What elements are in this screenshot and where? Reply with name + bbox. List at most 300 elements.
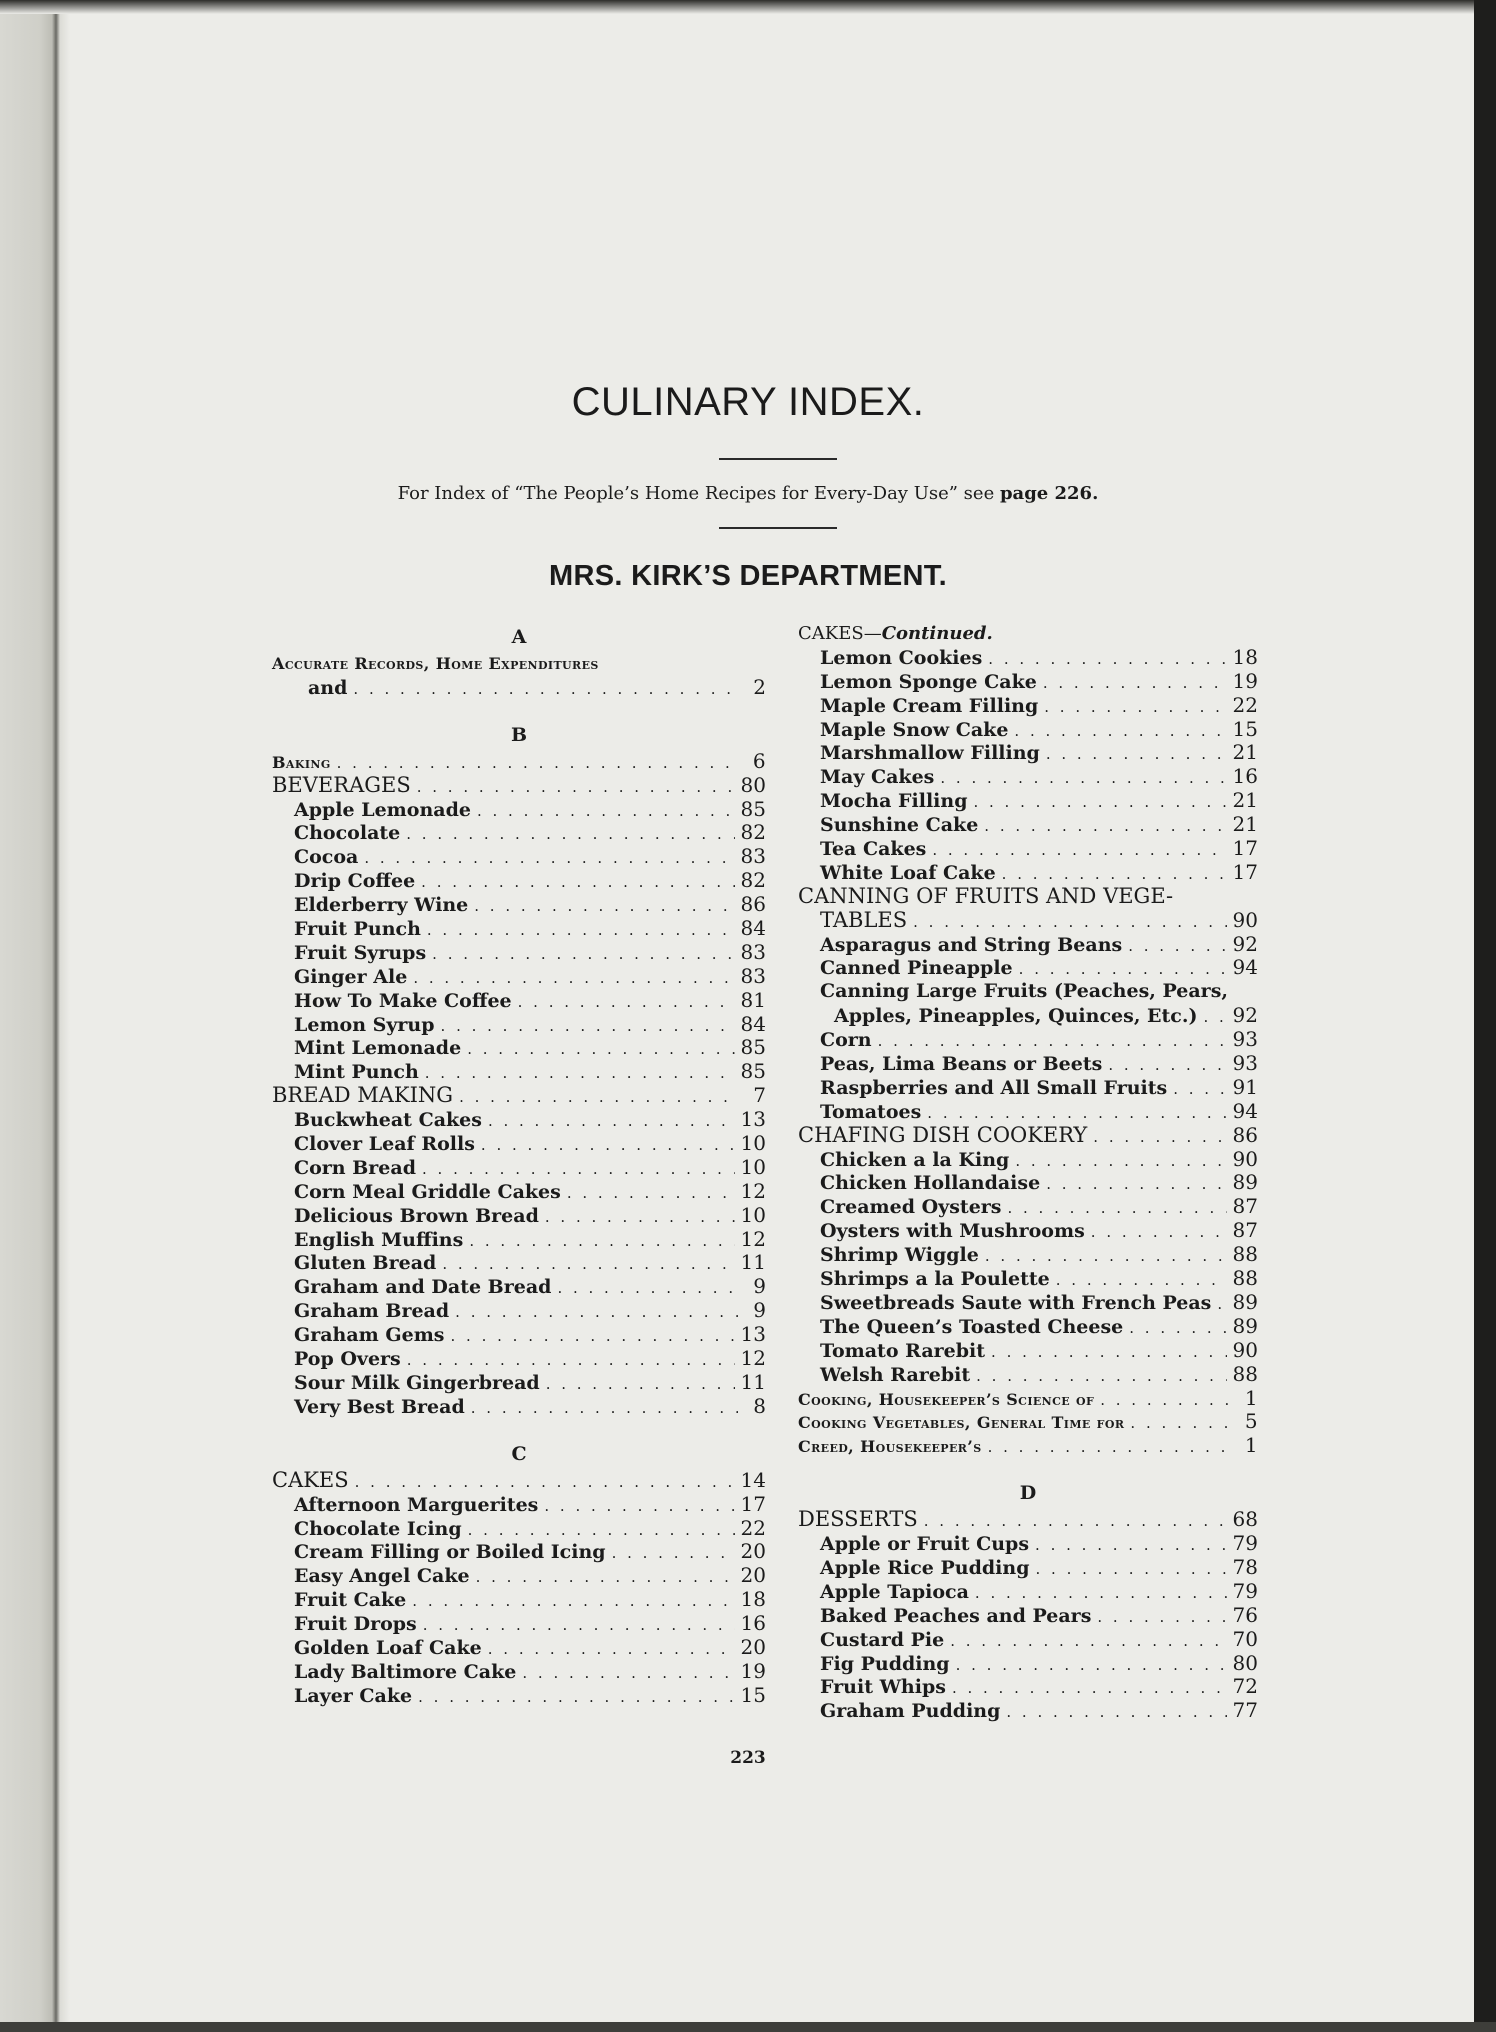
leader-dots	[427, 919, 735, 943]
leader-dots	[1130, 1412, 1230, 1436]
entry-label-text: Apple Tapioca	[820, 1580, 969, 1603]
entry-page-number: 72	[1232, 1674, 1258, 1699]
leader-dots	[546, 1373, 735, 1397]
entry-label-text: Apple Lemonade	[294, 798, 471, 821]
entry-label	[294, 1396, 465, 1420]
index-entry	[798, 1315, 1258, 1339]
entry-label	[820, 1316, 1123, 1340]
index-entry	[798, 1267, 1258, 1291]
entry-label	[820, 1581, 969, 1605]
index-entry	[798, 1434, 1258, 1458]
index-entry	[798, 1628, 1258, 1652]
entry-label	[820, 1244, 979, 1268]
leader-dots	[467, 1038, 734, 1062]
leader-dots	[1100, 1389, 1230, 1413]
entry-label-text: Corn	[820, 1029, 872, 1052]
entry-label	[294, 799, 471, 823]
entry-label	[798, 1508, 918, 1532]
entry-page-number: 18	[740, 1587, 766, 1612]
index-entry	[272, 893, 766, 917]
entry-label-text: Sweetbreads Saute with French Peas	[820, 1291, 1212, 1314]
entry-label-text: Apple or Fruit Cups	[820, 1533, 1030, 1556]
entry-label-text: Drip Coffee	[294, 870, 416, 893]
leader-dots	[518, 991, 735, 1015]
leader-dots	[422, 1158, 735, 1182]
leader-dots	[488, 1110, 735, 1134]
entry-page-number: 85	[740, 1059, 766, 1084]
entry-label-text: Accurate Records, Home Expenditures	[272, 654, 599, 673]
book-gutter	[0, 0, 70, 2032]
leader-dots	[956, 1654, 1227, 1678]
leader-dots	[488, 1638, 735, 1662]
index-entry	[272, 1036, 766, 1060]
entry-label	[798, 1388, 1094, 1412]
entry-label	[798, 1411, 1124, 1435]
leader-dots	[1097, 1606, 1226, 1630]
entry-label-text: Graham Bread	[294, 1300, 450, 1323]
entry-label-text: BEVERAGES	[272, 772, 411, 797]
leader-dots	[421, 871, 734, 895]
entry-label-text: Mint Lemonade	[294, 1037, 462, 1060]
leader-dots	[1007, 1197, 1226, 1221]
entry-label	[294, 1613, 417, 1637]
index-entry	[272, 917, 766, 941]
entry-page-number: 76	[1232, 1602, 1258, 1627]
entry-label	[294, 918, 421, 942]
entry-page-number: 20	[740, 1563, 766, 1588]
leader-dots	[988, 648, 1226, 672]
leader-dots	[1019, 958, 1227, 982]
index-entry	[272, 1228, 766, 1252]
index-entry	[272, 1636, 766, 1660]
leader-dots	[1056, 1269, 1227, 1293]
entry-label-text: CANNING OF FRUITS AND VEGE-	[798, 883, 1174, 908]
entry-label	[294, 1133, 475, 1157]
leader-dots	[975, 1582, 1227, 1606]
section-gap	[798, 1458, 1258, 1478]
entry-page-number: 92	[1232, 931, 1258, 956]
entry-label	[294, 1324, 445, 1348]
entry-page-number: 88	[1232, 1361, 1258, 1386]
right-edge-shadow	[1474, 0, 1496, 2032]
entry-label	[294, 894, 468, 918]
leader-dots	[976, 1365, 1226, 1389]
entry-page-number: 6	[752, 748, 766, 773]
entry-label	[294, 1014, 435, 1038]
leader-dots	[413, 967, 734, 991]
entry-label-text: Creamed Oysters	[820, 1196, 1002, 1219]
entry-page-number: 87	[1232, 1194, 1258, 1219]
entry-label	[294, 990, 512, 1014]
entry-label	[272, 1469, 349, 1493]
leader-dots	[432, 943, 734, 967]
index-entry	[798, 1339, 1258, 1363]
entry-label	[294, 1637, 482, 1661]
entry-page-number: 18	[1232, 644, 1258, 669]
index-entry	[272, 1013, 766, 1037]
entry-page-number: 85	[740, 796, 766, 821]
leader-dots	[984, 815, 1226, 839]
index-entry	[272, 1323, 766, 1347]
entry-label-text: Fruit Drops	[294, 1613, 417, 1636]
entry-page-number: 12	[740, 1346, 766, 1371]
index-category	[798, 909, 1258, 933]
leader-dots	[418, 1686, 734, 1710]
index-entry	[272, 821, 766, 845]
entry-label-text: Creed, Housekeeper’s	[798, 1437, 982, 1457]
index-entry	[272, 1684, 766, 1708]
index-entry	[798, 622, 1258, 646]
entry-label-text: Chocolate	[294, 822, 401, 845]
index-entry	[272, 676, 766, 700]
index-entry	[272, 1612, 766, 1636]
entry-label-text: Afternoon Marguerites	[294, 1493, 539, 1516]
entry-label-text: Lemon Syrup	[294, 1013, 435, 1036]
index-entry	[272, 1060, 766, 1084]
entry-label	[820, 1220, 1085, 1244]
index-entry	[272, 989, 766, 1013]
entry-label	[272, 751, 331, 775]
entry-label	[294, 1229, 463, 1253]
entry-label	[294, 1661, 516, 1685]
leader-dots	[469, 1230, 734, 1254]
entry-page-number: 11	[740, 1369, 766, 1394]
leader-dots	[913, 911, 1226, 935]
leader-dots	[425, 1062, 735, 1086]
entry-label-text: Tomato Rarebit	[820, 1339, 986, 1362]
entry-label-text: Mocha Filling	[820, 790, 968, 813]
entry-page-number: 70	[1232, 1626, 1258, 1651]
leader-dots	[878, 1030, 1227, 1054]
entry-page-number: 68	[1232, 1507, 1258, 1532]
entry-page-number: 89	[1232, 1289, 1258, 1314]
index-entry	[272, 1517, 766, 1541]
entry-label-text: Cooking Vegetables, General Time for	[798, 1413, 1125, 1433]
entry-label	[820, 862, 996, 886]
index-category	[272, 1084, 766, 1108]
entry-page-number: 86	[740, 892, 766, 917]
leader-dots	[423, 1614, 735, 1638]
entry-label	[820, 766, 934, 790]
entry-label	[820, 934, 1122, 958]
entry-label-text: Delicious Brown Bread	[294, 1204, 539, 1227]
leader-dots	[1091, 1221, 1227, 1245]
index-entry	[272, 1588, 766, 1612]
entry-page-number: 11	[740, 1250, 766, 1275]
index-entry	[798, 956, 1258, 980]
entry-label-text: Peas, Lima Beans or Beets	[820, 1053, 1103, 1076]
section-letter: C	[511, 1442, 527, 1465]
index-entry	[272, 1132, 766, 1156]
entry-label-text: Tea Cakes	[820, 838, 927, 861]
index-entry	[798, 1675, 1258, 1699]
entry-page-number: 80	[1232, 1650, 1258, 1675]
page-number: 223	[730, 1748, 766, 1768]
entry-label-text: Raspberries and All Small Fruits	[820, 1076, 1168, 1099]
leader-dots	[924, 1510, 1227, 1534]
leader-dots	[471, 1397, 738, 1421]
entry-label	[820, 719, 1008, 743]
entry-page-number: 78	[1232, 1554, 1258, 1579]
index-category	[798, 1508, 1258, 1532]
leader-dots	[406, 823, 734, 847]
index-entry	[798, 1604, 1258, 1628]
entry-label-text: Fruit Punch	[294, 918, 421, 941]
section-letter: B	[510, 723, 528, 746]
entry-label	[820, 957, 1013, 981]
index-entry	[798, 813, 1258, 837]
entry-page-number: 2	[753, 674, 766, 699]
entry-label	[798, 1124, 1087, 1148]
leader-dots	[417, 776, 735, 800]
leader-dots	[1128, 935, 1226, 959]
entry-page-number: 88	[1232, 1242, 1258, 1267]
leader-dots	[973, 791, 1226, 815]
entry-label-text: Canned Pineapple	[820, 957, 1013, 980]
index-entry	[798, 1580, 1258, 1604]
index-entry	[798, 718, 1258, 742]
entry-label	[820, 790, 967, 814]
entry-label-text: How To Make Coffee	[294, 989, 512, 1012]
entry-page-number: 90	[1232, 907, 1258, 932]
index-entry	[798, 1243, 1258, 1267]
index-entry	[798, 1148, 1258, 1172]
entry-page-number: 14	[740, 1467, 766, 1492]
index-entry	[798, 1195, 1258, 1219]
index-entry	[798, 741, 1258, 765]
entry-page-number: 84	[740, 1011, 766, 1036]
entry-label	[272, 774, 411, 798]
entry-page-number: 8	[753, 1393, 766, 1418]
index-entry	[272, 965, 766, 989]
entry-label-text: Maple Cream Filling	[820, 694, 1039, 717]
leader-dots	[1015, 1150, 1226, 1174]
index-entry	[798, 980, 1258, 1004]
entry-page-number: 17	[1232, 859, 1258, 884]
entry-label-text: Mint Punch	[294, 1061, 419, 1084]
entry-label	[294, 1300, 449, 1324]
entry-label	[820, 1557, 1030, 1581]
leader-dots	[355, 1471, 735, 1495]
index-entry	[272, 1275, 766, 1299]
leader-dots	[441, 1015, 735, 1039]
entry-page-number: 94	[1232, 955, 1258, 980]
entry-page-number: 19	[1232, 668, 1258, 693]
entry-label-text: Asparagus and String Beans	[820, 933, 1123, 956]
entry-label	[820, 1101, 921, 1125]
entry-label-text: CAKES	[272, 1467, 349, 1492]
entry-page-number: 21	[1232, 812, 1258, 837]
entry-label	[820, 742, 1040, 766]
entry-page-number: 79	[1232, 1531, 1258, 1556]
entry-page-number: 81	[740, 987, 766, 1012]
entry-page-number: 85	[740, 1035, 766, 1060]
index-entry	[798, 1410, 1258, 1434]
index-entry	[798, 1171, 1258, 1195]
index-entry	[798, 694, 1258, 718]
leader-dots	[991, 1341, 1227, 1365]
entry-label-text: Graham Gems	[294, 1324, 445, 1347]
entry-label	[294, 1565, 470, 1589]
entry-page-number: 13	[740, 1107, 766, 1132]
entry-label	[820, 1292, 1211, 1316]
entry-label	[294, 1205, 539, 1229]
entry-label-text: Shrimp Wiggle	[820, 1244, 979, 1267]
index-entry	[272, 845, 766, 869]
entry-label-text: Cream Filling or Boiled Icing	[294, 1541, 606, 1564]
entry-page-number: 93	[1232, 1027, 1258, 1052]
entry-label	[820, 1268, 1050, 1292]
entry-label	[294, 1348, 401, 1372]
index-category	[798, 885, 1258, 909]
entry-label	[294, 846, 358, 870]
entry-label-text: White Loaf Cake	[820, 861, 996, 884]
entry-label	[272, 1084, 453, 1108]
subtitle-rule	[719, 527, 837, 529]
continued-label: Continued.	[881, 623, 993, 644]
leader-dots	[950, 1630, 1226, 1654]
entry-label-text: Corn Bread	[294, 1156, 416, 1179]
entry-label-text: CAKES—	[798, 623, 882, 644]
index-entry	[272, 1371, 766, 1395]
index-reference-page: page 226.	[999, 483, 1099, 504]
section-gap	[272, 700, 766, 720]
entry-page-number: 88	[1232, 1266, 1258, 1291]
entry-page-number: 17	[1232, 836, 1258, 861]
entry-page-number: 92	[1232, 1003, 1258, 1028]
entry-label-text: Baked Peaches and Pears	[820, 1604, 1092, 1627]
entry-page-number: 20	[740, 1634, 766, 1659]
entry-label-text: Chocolate Icing	[294, 1517, 462, 1540]
entry-label-text: Apple Rice Pudding	[820, 1556, 1030, 1579]
leader-dots	[932, 839, 1226, 863]
entry-label	[294, 1037, 461, 1061]
entry-label-text: Clover Leaf Rolls	[294, 1133, 475, 1156]
leader-dots	[451, 1325, 735, 1349]
entry-page-number: 84	[740, 916, 766, 941]
leader-dots	[477, 800, 735, 824]
index-entry	[272, 1299, 766, 1323]
index-reference-note	[0, 483, 1496, 504]
entry-label-text: Apples, Pineapples, Quinces, Etc.)	[834, 1005, 1198, 1028]
leader-dots	[353, 678, 738, 702]
index-category	[272, 1469, 766, 1493]
entry-label	[294, 1372, 540, 1396]
index-entry	[798, 789, 1258, 813]
department-heading: MRS. KIRK’S DEPARTMENT.	[549, 560, 947, 592]
entry-label	[294, 1685, 412, 1709]
entry-label	[294, 1494, 538, 1518]
entry-label	[820, 1533, 1029, 1557]
index-category	[272, 774, 766, 798]
index-entry	[272, 1204, 766, 1228]
entry-label-text: The Queen’s Toasted Cheese	[820, 1315, 1124, 1338]
entry-page-number: 86	[1232, 1122, 1258, 1147]
entry-label	[820, 695, 1038, 719]
entry-label	[798, 1435, 982, 1459]
section-gap	[272, 1419, 766, 1439]
entry-label	[294, 822, 400, 846]
leader-dots	[1036, 1558, 1227, 1582]
entry-label-text: Oysters with Mushrooms	[820, 1220, 1085, 1243]
entry-page-number: 12	[740, 1226, 766, 1251]
entry-label	[294, 1541, 606, 1565]
index-entry	[798, 861, 1258, 885]
entry-page-number: 9	[753, 1274, 766, 1299]
index-entry	[798, 1291, 1258, 1315]
entry-page-number: 79	[1232, 1578, 1258, 1603]
section-letter: D	[1019, 1482, 1037, 1505]
leader-dots	[1108, 1054, 1226, 1078]
entry-label	[820, 980, 1228, 1004]
leader-dots	[1046, 1173, 1226, 1197]
entry-label-text: Baking	[272, 752, 331, 772]
entry-page-number: 5	[1244, 1409, 1258, 1434]
entry-label-text: TABLES	[820, 907, 908, 932]
leader-dots	[545, 1206, 735, 1230]
entry-label	[308, 677, 347, 701]
entry-label	[820, 838, 926, 862]
entry-page-number: 89	[1232, 1313, 1258, 1338]
index-entry	[798, 1532, 1258, 1556]
entry-page-number: 87	[1232, 1218, 1258, 1243]
entry-label	[798, 622, 993, 646]
index-entry	[272, 652, 766, 676]
entry-label	[820, 1029, 872, 1053]
entry-page-number: 90	[1232, 1146, 1258, 1171]
leader-dots	[985, 1245, 1227, 1269]
index-entry	[272, 1493, 766, 1517]
entry-label-text: Lemon Sponge Cake	[820, 670, 1037, 693]
entry-label-text: Lemon Cookies	[820, 646, 983, 669]
index-entry	[272, 1660, 766, 1684]
entry-page-number: 89	[1232, 1170, 1258, 1195]
entry-label-text: and	[308, 676, 348, 699]
leader-dots	[1046, 743, 1227, 767]
leader-dots	[988, 1436, 1230, 1460]
top-edge-shadow	[0, 0, 1496, 14]
entry-label	[294, 1589, 406, 1613]
entry-label-text: Welsh Rarebit	[820, 1363, 971, 1386]
index-entry	[798, 1387, 1258, 1411]
leader-dots	[1044, 696, 1226, 720]
entry-page-number: 1	[1244, 1433, 1258, 1458]
leader-dots	[442, 1253, 734, 1277]
leader-dots	[1093, 1126, 1226, 1150]
leader-dots	[412, 1590, 734, 1614]
entry-page-number: 21	[1232, 740, 1258, 765]
index-entry	[798, 1556, 1258, 1580]
leader-dots	[1014, 720, 1226, 744]
entry-page-number: 82	[740, 820, 766, 845]
index-entry	[798, 1699, 1258, 1723]
bottom-edge-shadow	[0, 2022, 1496, 2032]
entry-label-text: Sour Milk Gingerbread	[294, 1371, 540, 1394]
entry-label	[820, 1149, 1009, 1173]
index-entry	[798, 1028, 1258, 1052]
index-entry	[272, 869, 766, 893]
entry-page-number: 17	[740, 1491, 766, 1516]
leader-dots	[476, 1566, 735, 1590]
entry-label-text: Fruit Syrups	[294, 941, 427, 964]
index-entry	[272, 1108, 766, 1132]
leader-dots	[474, 895, 734, 919]
entry-label	[820, 671, 1037, 695]
entry-label	[820, 1653, 950, 1677]
title-rule	[719, 458, 837, 460]
entry-page-number: 82	[740, 868, 766, 893]
entry-label-text: Pop Overs	[294, 1348, 401, 1371]
